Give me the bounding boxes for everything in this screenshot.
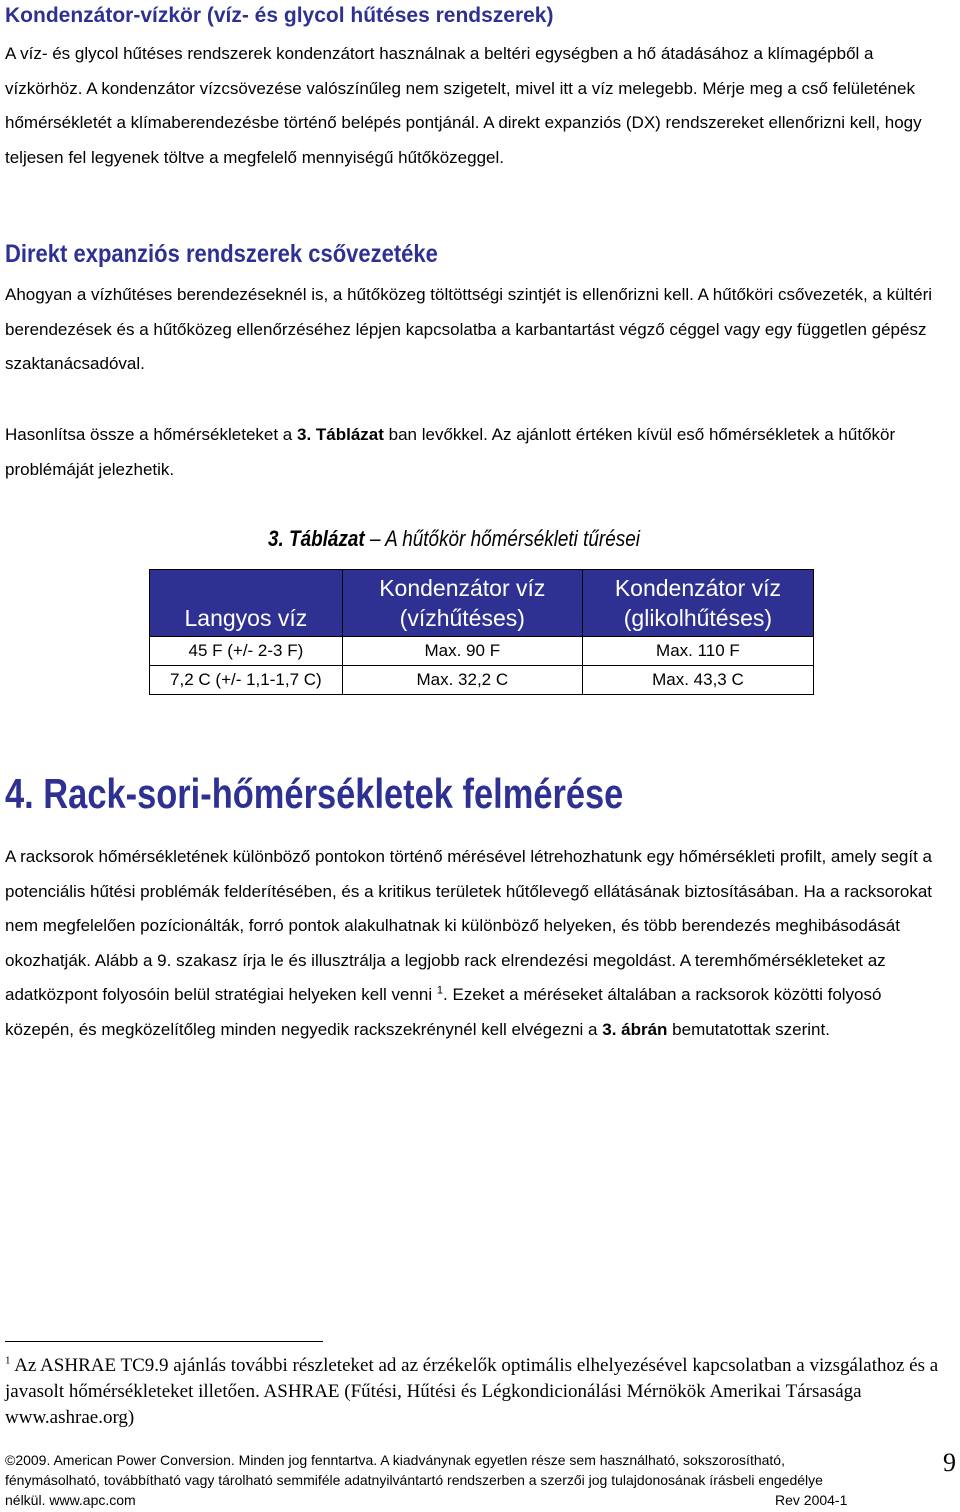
dx-paragraph: Ahogyan a vízhűtéses berendezéseknél is, a hűtőközeg töltöttségi szintjét is ellenőrizni kell. A hűtőköri csővezeték, a kültéri berendezések és a hűtőközeg ellenőrzéséhez lépjen kapcsolatba a karbantartást végző céggel vagy egy független gépész szaktanácsadóval. bbox=[5, 285, 933, 373]
temperature-table bbox=[149, 569, 814, 695]
footnote-separator bbox=[5, 1341, 323, 1342]
rack-paragraph-part3: bemutatottak szerint. bbox=[667, 1019, 830, 1039]
table-caption-number: 3. Táblázat bbox=[268, 526, 365, 551]
rack-paragraph-part2: . Ezeket a méréseket általában a racksorok közötti folyosó közepén, és megközelítőleg minden negyedik rackszekrénynél kell elvégezni a bbox=[5, 985, 882, 1039]
footnote-number: 1 bbox=[5, 1354, 11, 1367]
footnote-text: Az ASHRAE TC9.9 ajánlás további részleteket ad az érzékelők optimális elhelyezésével kapcsolatban a vizsgálathoz és a javasolt hőmérsékleteket illetően. ASHRAE (Fűtési, Hűtési és Légkondicionálási Mérnökök Amerikai Társasága www.ashrae.org) bbox=[5, 1355, 939, 1428]
header-kondenzator-vizhutes: Kondenzátor víz (vízhűtéses) bbox=[342, 570, 582, 637]
header-kondenzator-glikol: Kondenzátor víz (glikolhűtéses) bbox=[582, 570, 813, 637]
table-cell: Max. 32,2 C bbox=[342, 666, 582, 695]
table-caption-title: A hűtőkör hőmérsékleti tűrései bbox=[385, 526, 640, 551]
table-cell: Max. 90 F bbox=[342, 637, 582, 666]
table-compare-paragraph bbox=[5, 418, 950, 487]
table-row bbox=[150, 666, 814, 695]
footer-line-3 bbox=[5, 1490, 855, 1510]
table-caption-dash: – bbox=[364, 526, 386, 551]
footnote bbox=[5, 1353, 945, 1431]
rack-section-heading: 4. Rack-sori-hőmérsékletek felmérése bbox=[5, 770, 624, 817]
footer-line-2: fénymásolható, továbbítható vagy tárolható semmiféle adatnyilvántartó rendszerben a szerzői jog tulajdonosának írásbeli engedélye bbox=[5, 1472, 823, 1488]
compare-table-ref: 3. Táblázat bbox=[296, 425, 384, 444]
dx-heading: Direkt expanziós rendszerek csővezetéke bbox=[5, 240, 438, 268]
rack-figure-ref: 3. ábrán bbox=[602, 1019, 668, 1039]
table-cell: 45 F (+/- 2-3 F) bbox=[150, 637, 343, 666]
footer-website: nélkül. www.apc.com bbox=[5, 1492, 136, 1508]
table-cell: 7,2 C (+/- 1,1-1,7 C) bbox=[150, 666, 343, 695]
table-cell: Max. 110 F bbox=[582, 637, 813, 666]
footer-line-1: ©2009. American Power Conversion. Minden jog fenntartva. A kiadványnak egyetlen része sem használható, sokszorosítható, bbox=[5, 1452, 785, 1468]
table-cell: Max. 43,3 C bbox=[582, 666, 813, 695]
footer-revision: Rev 2004-1 bbox=[775, 1492, 848, 1508]
compare-post: ban levőkkel. Az ajánlott értéken kívül eső hőmérsékletek a hűtőkör problémáját jelezhetik. bbox=[5, 425, 896, 479]
rack-paragraph bbox=[5, 840, 950, 1047]
compare-pre: Hasonlítsa össze a hőmérsékleteket a bbox=[5, 425, 297, 444]
condenser-paragraph: A víz- és glycol hűtéses rendszerek kondenzátort használnak a beltéri egységben a hő átadásához a klímagépből a vízkörhöz. A kondenzátor vízcsövezése valószínűleg nem szigetelt, mivel itt a víz melegebb. Mérje meg a cső felületének hőmérsékletét a klímaberendezésbe történő belépés pontjánál. A direkt expanziós (DX) rendszereket ellenőrizni kell, hogy teljesen fel legyenek töltve a megfelelő mennyiségű hűtőközeggel. bbox=[5, 44, 922, 167]
condenser-heading: Kondenzátor-vízkör (víz- és glycol hűtéses rendszerek) bbox=[5, 4, 554, 27]
page-number: 9 bbox=[943, 1448, 956, 1477]
page-footer bbox=[5, 1450, 905, 1510]
footnote-ref: 1 bbox=[436, 984, 444, 997]
header-langyos-viz: Langyos víz bbox=[150, 570, 343, 637]
table-caption bbox=[268, 526, 640, 552]
table-row bbox=[150, 637, 814, 666]
rack-paragraph-part1: A racksorok hőmérsékletének különböző pontokon történő mérésével létrehozhatunk egy hőmérsékleti profilt, amely segít a potenciális hűtési problémák felderítésében, és a kritikus területek hűtőlevegő ellátásának biztosításában. Ha a racksorokat nem megfelelően pozícionálták, forró pontok alakulhatnak ki különböző helyeken, és több berendezés meghibásodását okozhatják. Alább a 9. szakasz írja le és illusztrálja a legjobb rack elrendezési megoldást. A teremhőmérsékleteket az adatközpont folyosóin belül stratégiai helyeken kell venni bbox=[5, 847, 933, 1004]
table-header-row bbox=[150, 570, 814, 637]
